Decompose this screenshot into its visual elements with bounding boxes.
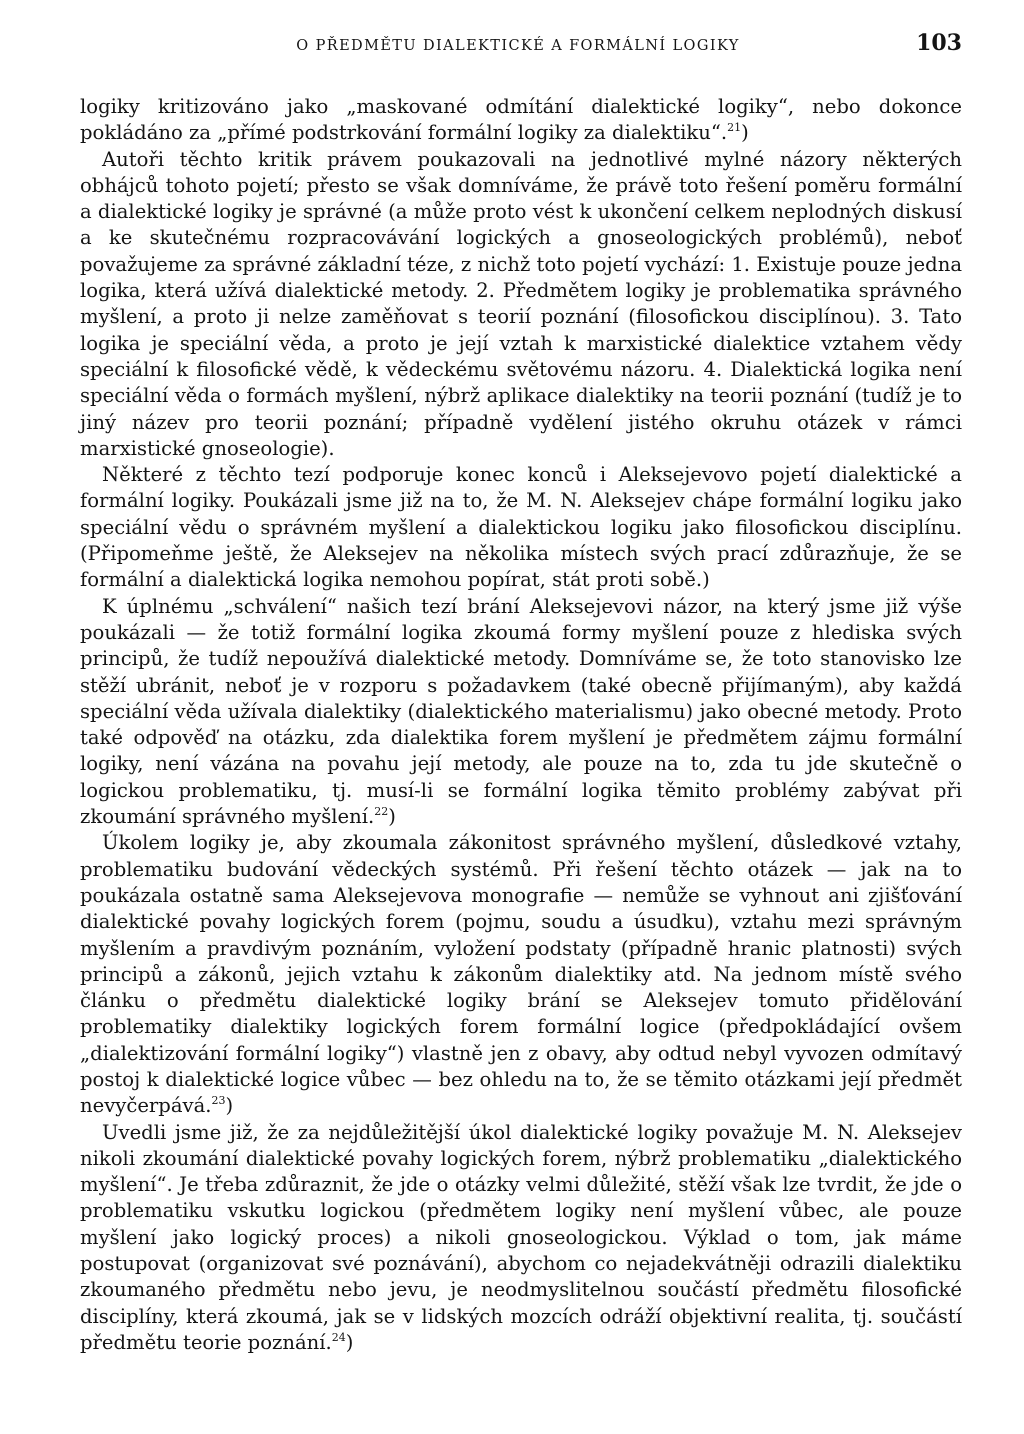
text-run: ) bbox=[225, 1094, 234, 1118]
text-run: ) bbox=[345, 1330, 354, 1354]
paragraph bbox=[80, 462, 962, 593]
paragraph bbox=[80, 594, 962, 831]
footnote-ref: 23 bbox=[211, 1094, 226, 1108]
text-run: K úplnému „schválení“ našich tezí brání Aleksejevovi názor, na který jsme již výše poukázali — že totiž formální logika zkoumá formy myšlení pouze z hlediska svých principů, že tudíž nepoužívá dialektické metody. Domníváme se, že toto stanovisko lze stěží ubránit, neboť je v rozporu s požadavkem (také obecně přijímaným), aby každá speciální věda užívala dialektiky (dialektického materialismu) jako obecné metody. Proto také odpověď na otázku, zda dialektika forem myšlení je předmětem zájmu formální logiky, není vázána na povahu její metody, ale pouze na to, zda tu jde skutečně o logickou problematiku, tj. musí-li se formální logika těmito problémy zabývat při zkoumání správného myšlení. bbox=[80, 594, 962, 829]
paragraph bbox=[80, 94, 962, 147]
text-run: ) bbox=[741, 121, 749, 145]
footnote-ref: 21 bbox=[727, 121, 742, 135]
footnote-ref: 22 bbox=[374, 804, 389, 818]
paragraph bbox=[80, 147, 962, 463]
text-run: Některé z těchto tezí podporuje konec konců i Aleksejevovo pojetí dialektické a formální logiky. Poukázali jsme již na to, že M. N. Aleksejev chápe formální logiku jako speciální vědu o správném myšlení a dialektickou logiku jako filosofickou disciplínu. (Připomeňme ještě, že Aleksejev na několika místech svých prací zdůrazňuje, že se formální a dialektická logika nemohou popírat, stát proti sobě.) bbox=[80, 463, 962, 592]
body-text bbox=[80, 94, 962, 1356]
paragraph bbox=[80, 1120, 962, 1357]
text-run: Úkolem logiky je, aby zkoumala zákonitost správného myšlení, důsledkové vztahy, problematiku budování vědeckých systémů. Při řešení těchto otázek — jak na to poukázala ostatně sama Aleksejevova monografie — nemůže se vyhnout ani zjišťování dialektické povahy logických forem (pojmu, soudu a úsudku), vztahu mezi správným myšlením a pravdivým poznáním, vyložení podstaty (případně hranic platnosti) svých principů a zákonů, jejich vztahu k zákonům dialektiky atd. Na jednom místě svého článku o předmětu dialektické logiky brání se Aleksejev tomuto přidělování problematiky dialektiky logických forem formální logice (předpokládající ovšem „dialektizování formální logiky“) vlastně jen z obavy, aby odtud nebyl vyvozen odmítavý postoj k dialektické logice vůbec — bez ohledu na to, že se těmito otázkami její předmět nevyčerpává. bbox=[80, 831, 962, 1118]
page-number: 103 bbox=[916, 30, 962, 56]
running-title: O PŘEDMĚTU DIALEKTICKÉ A FORMÁLNÍ LOGIKY bbox=[296, 38, 740, 54]
text-run: ) bbox=[388, 805, 396, 829]
running-header bbox=[80, 30, 962, 64]
text-run: Uvedli jsme již, že za nejdůležitější úkol dialektické logiky považuje M. N. Aleksejev nikoli zkoumání dialektické povahy logických forem, nýbrž problematiku „dialektického myšlení“. Je třeba zdůraznit, že jde o otázky velmi důležité, stěží však lze tvrdit, že jde o problematiku vskutku logickou (předmětem logiky není myšlení vůbec, ale pouze myšlení jako logický proces) a nikoli gnoseologickou. Výklad o tom, jak máme postupovat (organizovat své poznávání), abychom co nejadekvátněji odrazili dialektiku zkoumaného předmětu nebo jevu, je neodmyslitelnou součástí předmětu filosofické disciplíny, která zkoumá, jak se v lidských mozcích odráží objektivní realita, tj. součástí předmětu teorie poznání. bbox=[80, 1120, 962, 1354]
text-run: logiky kritizováno jako „maskované odmítání dialektické logiky“, nebo dokonce pokládáno za „přímé podstrkování formální logiky za dialektiku“. bbox=[80, 95, 962, 145]
footnote-ref: 24 bbox=[331, 1330, 346, 1344]
paragraph bbox=[80, 830, 962, 1119]
text-run: Autoři těchto kritik právem poukazovali na jednotlivé mylné názory některých obhájců tohoto pojetí; přesto se však domníváme, že právě toto řešení poměru formální a dialektické logiky je správné (a může proto vést k ukončení celkem neplodných diskusí a ke skutečnému rozpracovávání logických a gnoseologických problémů), neboť považujeme za správné základní téze, z nichž toto pojetí vychází: 1. Existuje pouze jedna logika, která užívá dialektické metody. 2. Předmětem logiky je problematika správného myšlení, a proto ji nelze zaměňovat s teorií poznání (filosofickou disciplínou). 3. Tato logika je speciální věda, a proto je její vztah k marxistické dialektice vztahem vědy speciální k filosofické vědě, k vědeckému světovému názoru. 4. Dialektická logika není speciální věda o formách myšlení, nýbrž aplikace dialektiky na teorii poznání (tudíž je to jiný název pro teorii poznání; případně vydělení jistého okruhu otázek v rámci marxistické gnoseologie). bbox=[80, 147, 962, 460]
